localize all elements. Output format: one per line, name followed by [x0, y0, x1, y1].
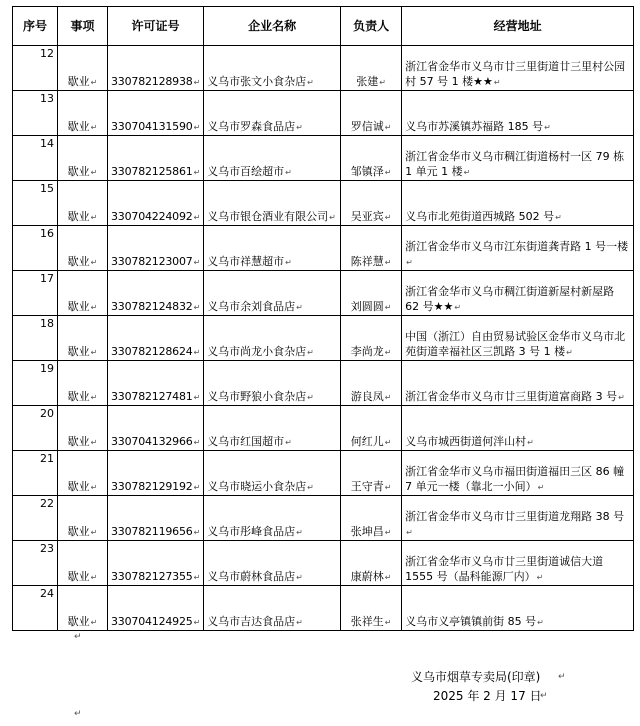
row-number-text: 15	[40, 182, 54, 195]
row-person	[341, 271, 402, 316]
paragraph-mark: ↵	[544, 123, 551, 132]
paragraph-mark: ↵	[90, 528, 98, 537]
paragraph-mark: ↵	[384, 213, 392, 222]
row-license-text: 330782128938	[111, 75, 193, 88]
row-license	[108, 181, 204, 226]
paragraph-mark: ↵	[193, 573, 201, 582]
row-company	[204, 361, 341, 406]
paragraph-mark: ↵	[463, 168, 471, 177]
row-license	[108, 136, 204, 181]
row-type-text: 歇业	[67, 525, 90, 538]
paragraph-mark: ↵	[384, 618, 392, 627]
row-company-text: 义乌市百绘超市	[207, 165, 285, 178]
row-company	[204, 451, 341, 496]
row-type-text: 歇业	[67, 120, 90, 133]
table-row	[13, 316, 634, 361]
paragraph-mark: ↵	[193, 168, 201, 177]
row-address-text: 义乌市城西街道何泮山村	[405, 435, 527, 448]
table-row	[13, 496, 634, 541]
row-address-text: 浙江省金华市义乌市江东街道龚青路 1 号一楼	[405, 240, 629, 253]
row-person-text: 张建	[356, 75, 379, 88]
row-address	[402, 316, 634, 361]
row-person	[341, 451, 402, 496]
paragraph-mark: ↵	[90, 393, 98, 402]
row-type	[58, 271, 108, 316]
row-address	[402, 541, 634, 586]
row-company	[204, 316, 341, 361]
table-row	[13, 361, 634, 406]
row-person-text: 康蔚林	[350, 570, 384, 583]
paragraph-mark: ↵	[74, 709, 82, 719]
row-type-text: 歇业	[67, 435, 90, 448]
row-address	[402, 586, 634, 631]
row-company-text: 义乌市野狼小食杂店	[207, 390, 307, 403]
row-number	[13, 226, 58, 271]
row-address-text: 浙江省金华市义乌市廿三里街道富商路 3 号	[405, 390, 618, 403]
paragraph-mark: ↵	[379, 78, 386, 87]
paragraph-mark: ↵	[406, 258, 413, 267]
row-number	[13, 361, 58, 406]
row-type-text: 歇业	[67, 75, 90, 88]
row-address	[402, 91, 634, 136]
paragraph-mark: ↵	[90, 258, 98, 267]
paragraph-mark: ↵	[193, 438, 201, 447]
paragraph-mark: ↵	[285, 438, 292, 447]
paragraph-mark: ↵	[193, 393, 201, 402]
row-person-text: 李尚龙	[350, 345, 384, 358]
row-number-text: 17	[40, 272, 54, 285]
paragraph-mark: ↵	[296, 528, 303, 537]
row-company	[204, 181, 341, 226]
row-license	[108, 451, 204, 496]
row-license	[108, 316, 204, 361]
row-company	[204, 271, 341, 316]
paragraph-mark: ↵	[536, 573, 544, 582]
row-number-text: 19	[40, 362, 54, 375]
row-address	[402, 226, 634, 271]
row-type	[58, 586, 108, 631]
paragraph-mark: ↵	[558, 672, 566, 682]
row-number-text: 24	[40, 587, 54, 600]
row-address	[402, 271, 634, 316]
table-row	[13, 541, 634, 586]
row-number	[13, 181, 58, 226]
paragraph-mark: ↵	[90, 483, 98, 492]
paragraph-mark: ↵	[555, 213, 562, 222]
row-type	[58, 181, 108, 226]
row-person-text: 罗信诚	[350, 120, 384, 133]
row-type-text: 歇业	[67, 255, 90, 268]
row-type	[58, 451, 108, 496]
row-address	[402, 406, 634, 451]
row-company-text: 义乌市张文小食杂店	[207, 75, 307, 88]
row-person	[341, 91, 402, 136]
row-number-text: 18	[40, 317, 54, 330]
row-person	[341, 46, 402, 91]
row-company-text: 义乌市蔚林食品店	[207, 570, 296, 583]
table-row	[13, 406, 634, 451]
paragraph-mark: ↵	[90, 618, 98, 627]
row-address	[402, 451, 634, 496]
row-number-text: 13	[40, 92, 54, 105]
row-address-text: 浙江省金华市义乌市福田街道福田三区 86 幢 7 单元一楼（靠北一小间）	[405, 465, 625, 493]
row-person-text: 张坤昌	[350, 525, 384, 538]
paragraph-mark: ↵	[296, 573, 303, 582]
row-company-text: 义乌市银仓酒业有限公司	[207, 210, 329, 223]
row-type	[58, 406, 108, 451]
row-person-text: 王守青	[350, 480, 384, 493]
row-company-text: 义乌市余刘食品店	[207, 300, 296, 313]
row-type-text: 歇业	[67, 570, 90, 583]
paragraph-mark: ↵	[307, 483, 314, 492]
row-address-text: 浙江省金华市义乌市稠江街道新屋村新屋路 62 号★★	[405, 285, 615, 313]
paragraph-mark: ↵	[307, 393, 314, 402]
row-address-text: 浙江省金华市义乌市廿三里街道诚信大道 1555 号（晶科能源厂内）	[405, 555, 604, 583]
row-type-text: 歇业	[67, 300, 90, 313]
row-address-text: 中国（浙江）自由贸易试验区金华市义乌市北苑街道幸福社区三凯路 3 号 1 楼	[405, 330, 626, 358]
row-type	[58, 226, 108, 271]
row-number	[13, 586, 58, 631]
row-license	[108, 586, 204, 631]
row-company	[204, 226, 341, 271]
row-address	[402, 46, 634, 91]
row-number	[13, 271, 58, 316]
paragraph-mark: ↵	[307, 348, 314, 357]
paragraph-mark: ↵	[193, 618, 201, 627]
row-address	[402, 361, 634, 406]
paragraph-mark: ↵	[384, 168, 392, 177]
row-address-text: 义乌市北苑街道西城路 502 号	[405, 210, 555, 223]
row-company-text: 义乌市晓运小食杂店	[207, 480, 307, 493]
row-license-text: 330782123007	[111, 255, 193, 268]
row-type	[58, 91, 108, 136]
row-license-text: 330782129192	[111, 480, 193, 493]
row-company-text: 义乌市祥慧超市	[207, 255, 285, 268]
row-number	[13, 406, 58, 451]
row-license-text: 330782125861	[111, 165, 193, 178]
row-license-text: 330704131590	[111, 120, 193, 133]
paragraph-mark: ↵	[193, 528, 201, 537]
row-person-text: 何红儿	[350, 435, 384, 448]
row-license-text: 330704124925	[111, 615, 193, 628]
row-number	[13, 496, 58, 541]
row-company-text: 义乌市红国超市	[207, 435, 285, 448]
row-type	[58, 136, 108, 181]
header-type: 事项	[58, 7, 108, 46]
row-address-text: 义乌市苏溪镇苏福路 185 号	[405, 120, 544, 133]
row-person-text: 吴亚宾	[350, 210, 384, 223]
row-license	[108, 361, 204, 406]
row-person	[341, 586, 402, 631]
row-person-text: 刘圆圆	[350, 300, 384, 313]
row-license-text: 330782119656	[111, 525, 193, 538]
row-number-text: 16	[40, 227, 54, 240]
paragraph-mark: ↵	[193, 348, 201, 357]
paragraph-mark: ↵	[566, 348, 573, 357]
row-company-text: 义乌市彤峰食品店	[207, 525, 296, 538]
paragraph-mark: ↵	[296, 618, 303, 627]
row-license-text: 330704132966	[111, 435, 193, 448]
row-company	[204, 136, 341, 181]
paragraph-mark: ↵	[90, 213, 98, 222]
paragraph-mark: ↵	[90, 573, 98, 582]
row-address-text: 浙江省金华市义乌市稠江街道杨村一区 79 栋 1 单元 1 楼	[405, 150, 625, 178]
paragraph-mark: ↵	[90, 348, 98, 357]
paragraph-mark: ↵	[193, 258, 201, 267]
row-license-text: 330782127355	[111, 570, 193, 583]
issuer-stamp: 义乌市烟草专卖局(印章)	[411, 670, 541, 684]
row-company	[204, 541, 341, 586]
row-address	[402, 136, 634, 181]
paragraph-mark: ↵	[537, 483, 545, 492]
row-address-text: 义乌市义亭镇镇前街 85 号	[405, 615, 537, 628]
paragraph-mark: ↵	[90, 78, 98, 87]
row-type-text: 歇业	[67, 480, 90, 493]
table-row	[13, 46, 634, 91]
paragraph-mark: ↵	[384, 348, 392, 357]
table-row	[13, 181, 634, 226]
row-person	[341, 226, 402, 271]
row-person	[341, 406, 402, 451]
row-address-text: 浙江省金华市义乌市廿三里街道廿三里村公园村 57 号 1 楼★★	[405, 60, 626, 88]
row-license-text: 330782127481	[111, 390, 193, 403]
header-no: 序号	[13, 7, 58, 46]
row-license	[108, 496, 204, 541]
table-row	[13, 91, 634, 136]
paragraph-mark: ↵	[384, 573, 392, 582]
row-company-text: 义乌市尚龙小食杂店	[207, 345, 307, 358]
row-company	[204, 46, 341, 91]
row-number-text: 14	[40, 137, 54, 150]
row-number	[13, 316, 58, 361]
row-person-text: 游良凤	[350, 390, 384, 403]
paragraph-mark: ↵	[74, 632, 82, 642]
row-person-text: 张祥生	[350, 615, 384, 628]
row-type	[58, 496, 108, 541]
header-license: 许可证号	[108, 7, 204, 46]
row-type	[58, 46, 108, 91]
paragraph-mark: ↵	[537, 618, 544, 627]
row-license-text: 330704224092	[111, 210, 193, 223]
row-type	[58, 316, 108, 361]
paragraph-mark: ↵	[193, 303, 201, 312]
row-person-text: 陈祥慧	[350, 255, 384, 268]
row-company-text: 义乌市吉达食品店	[207, 615, 296, 628]
row-license	[108, 91, 204, 136]
paragraph-mark: ↵	[193, 123, 201, 132]
row-type-text: 歇业	[67, 615, 90, 628]
paragraph-mark: ↵	[285, 258, 292, 267]
paragraph-mark: ↵	[307, 78, 314, 87]
row-person	[341, 136, 402, 181]
paragraph-mark: ↵	[384, 438, 392, 447]
row-number	[13, 451, 58, 496]
paragraph-mark: ↵	[296, 123, 303, 132]
header-company: 企业名称	[204, 7, 341, 46]
paragraph-mark: ↵	[493, 78, 501, 87]
row-number-text: 20	[40, 407, 54, 420]
paragraph-mark: ↵	[618, 393, 625, 402]
row-type-text: 歇业	[67, 390, 90, 403]
paragraph-mark: ↵	[193, 78, 201, 87]
row-license	[108, 541, 204, 586]
row-number-text: 22	[40, 497, 54, 510]
row-number	[13, 136, 58, 181]
paragraph-mark: ↵	[384, 393, 392, 402]
row-type-text: 歇业	[67, 345, 90, 358]
row-number	[13, 91, 58, 136]
table-row	[13, 586, 634, 631]
row-license	[108, 226, 204, 271]
row-license	[108, 271, 204, 316]
row-type-text: 歇业	[67, 165, 90, 178]
row-person	[341, 541, 402, 586]
paragraph-mark: ↵	[90, 123, 98, 132]
row-license	[108, 46, 204, 91]
paragraph-mark: ↵	[540, 691, 548, 701]
row-person	[341, 316, 402, 361]
row-number-text: 21	[40, 452, 54, 465]
row-person	[341, 181, 402, 226]
table-header-row	[13, 7, 634, 46]
table-row	[13, 451, 634, 496]
row-license	[108, 406, 204, 451]
row-license-text: 330782124832	[111, 300, 193, 313]
paragraph-mark: ↵	[193, 483, 201, 492]
paragraph-mark: ↵	[454, 303, 462, 312]
table-row	[13, 136, 634, 181]
paragraph-mark: ↵	[329, 213, 336, 222]
row-person-text: 邹镇泽	[350, 165, 384, 178]
row-company-text: 义乌市罗森食品店	[207, 120, 296, 133]
header-address: 经营地址	[402, 7, 634, 46]
license-table	[12, 6, 634, 631]
row-company	[204, 586, 341, 631]
table-row	[13, 271, 634, 316]
row-type	[58, 541, 108, 586]
row-type	[58, 361, 108, 406]
paragraph-mark: ↵	[90, 168, 98, 177]
row-number-text: 23	[40, 542, 54, 555]
paragraph-mark: ↵	[406, 528, 413, 537]
header-person: 负责人	[341, 7, 402, 46]
paragraph-mark: ↵	[384, 258, 392, 267]
row-person	[341, 496, 402, 541]
paragraph-mark: ↵	[285, 168, 292, 177]
row-address-text: 浙江省金华市义乌市廿三里街道龙翔路 38 号	[405, 510, 625, 523]
paragraph-mark: ↵	[384, 303, 392, 312]
paragraph-mark: ↵	[384, 123, 392, 132]
row-address	[402, 181, 634, 226]
row-company	[204, 496, 341, 541]
table-row	[13, 226, 634, 271]
paragraph-mark: ↵	[527, 438, 534, 447]
row-person	[341, 361, 402, 406]
row-address	[402, 496, 634, 541]
paragraph-mark: ↵	[296, 303, 303, 312]
paragraph-mark: ↵	[90, 303, 98, 312]
row-number	[13, 541, 58, 586]
paragraph-mark: ↵	[193, 213, 201, 222]
row-company	[204, 406, 341, 451]
row-type-text: 歇业	[67, 210, 90, 223]
paragraph-mark: ↵	[90, 438, 98, 447]
row-license-text: 330782128624	[111, 345, 193, 358]
row-number-text: 12	[40, 47, 54, 60]
row-number	[13, 46, 58, 91]
paragraph-mark: ↵	[384, 528, 392, 537]
paragraph-mark: ↵	[384, 483, 392, 492]
row-company	[204, 91, 341, 136]
issue-date: 2025 年 2 月 17 日	[433, 689, 542, 703]
